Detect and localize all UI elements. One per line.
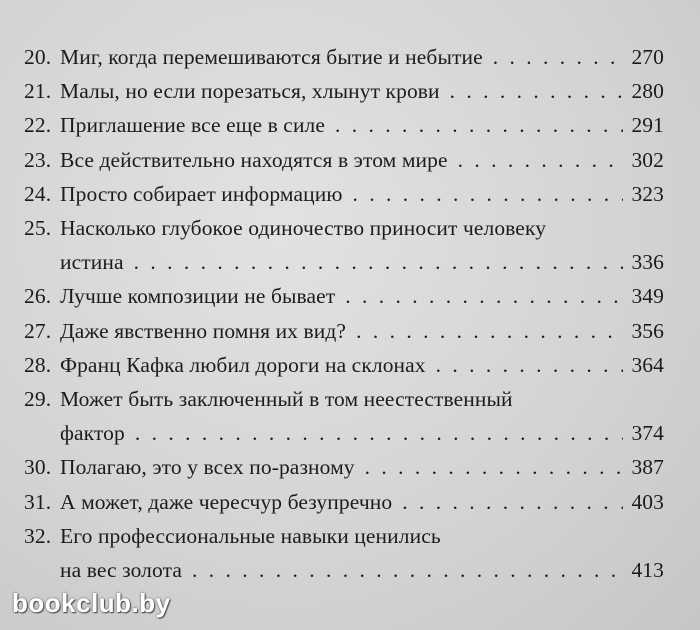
entry-page: 387 [631,455,664,480]
entry-title: Миг, когда перемешиваются бытие и небытие [60,45,483,69]
toc-entry-25 [24,211,664,279]
table-of-contents [24,40,664,587]
dot-leader [352,177,623,211]
entry-title: Приглашение все еще в силе [60,113,326,138]
toc-entry-26 [24,279,664,313]
entry-title: Малы, но если порезаться, хлынут крови [60,79,440,104]
entry-page: 356 [631,318,664,343]
dot-leader [436,348,624,382]
entry-number: 32. [24,523,52,548]
entry-title: Франц Кафка любил дороги на склонах [60,352,426,377]
toc-entry-24 [24,177,664,211]
entry-page: 291 [631,113,664,138]
entry-title: Просто собирает информацию [60,181,343,206]
entry-title-continued: истина [60,250,124,275]
entry-page: 374 [631,421,664,446]
entry-number: 20. [24,45,52,69]
entry-number: 31. [24,489,52,514]
dot-leader [335,108,623,142]
dot-leader [356,314,623,348]
dot-leader [365,450,624,484]
entry-title: Полагаю, это у всех по-разному [60,455,355,480]
entry-number: 30. [24,455,52,480]
dot-leader [345,279,623,313]
toc-entry-29 [24,382,664,450]
dot-leader [450,74,624,108]
entry-page: 413 [631,558,664,583]
entry-number: 24. [24,181,52,206]
entry-title: Насколько глубокое одиночество приносит человеку [60,216,547,241]
toc-entry-31 [24,485,664,519]
entry-title: Даже явственно помня их вид? [60,318,347,343]
toc-entry-21 [24,74,664,108]
toc-entry-22 [24,108,664,142]
entry-page: 336 [631,250,664,275]
dot-leader [458,143,624,177]
dot-leader [192,553,623,587]
entry-page: 270 [631,45,664,69]
entry-number: 28. [24,352,52,377]
toc-entry-27 [24,314,664,348]
entry-page: 280 [631,79,664,104]
entry-title: Его профессиональные навыки ценились [60,523,441,548]
toc-entry-30 [24,450,664,484]
toc-entry-20 [24,40,664,74]
entry-number: 25. [24,216,52,241]
entry-page: 323 [631,181,664,206]
entry-number: 27. [24,318,52,343]
dot-leader [402,485,623,519]
entry-title: Все действительно находятся в этом мире [60,147,448,172]
entry-page: 349 [631,284,664,309]
dot-leader [493,40,624,74]
entry-number: 22. [24,113,52,138]
entry-page: 403 [631,489,664,514]
entry-page: 364 [631,352,664,377]
toc-entry-32 [24,519,664,587]
toc-entry-28 [24,348,664,382]
dot-leader [135,416,624,450]
entry-title-continued: на вес золота [60,558,182,583]
toc-entry-23 [24,143,664,177]
dot-leader [134,245,624,279]
entry-page: 302 [631,147,664,172]
entry-number: 29. [24,387,52,412]
entry-number: 26. [24,284,52,309]
entry-title: А может, даже чересчур безупречно [60,489,393,514]
entry-title-continued: фактор [60,421,125,446]
entry-number: 23. [24,147,52,172]
entry-title: Может быть заключенный в том неестественный [60,387,513,412]
watermark-logo: bookclub.by [12,588,171,618]
entry-title: Лучше композиции не бывает [60,284,336,309]
entry-number: 21. [24,79,52,104]
